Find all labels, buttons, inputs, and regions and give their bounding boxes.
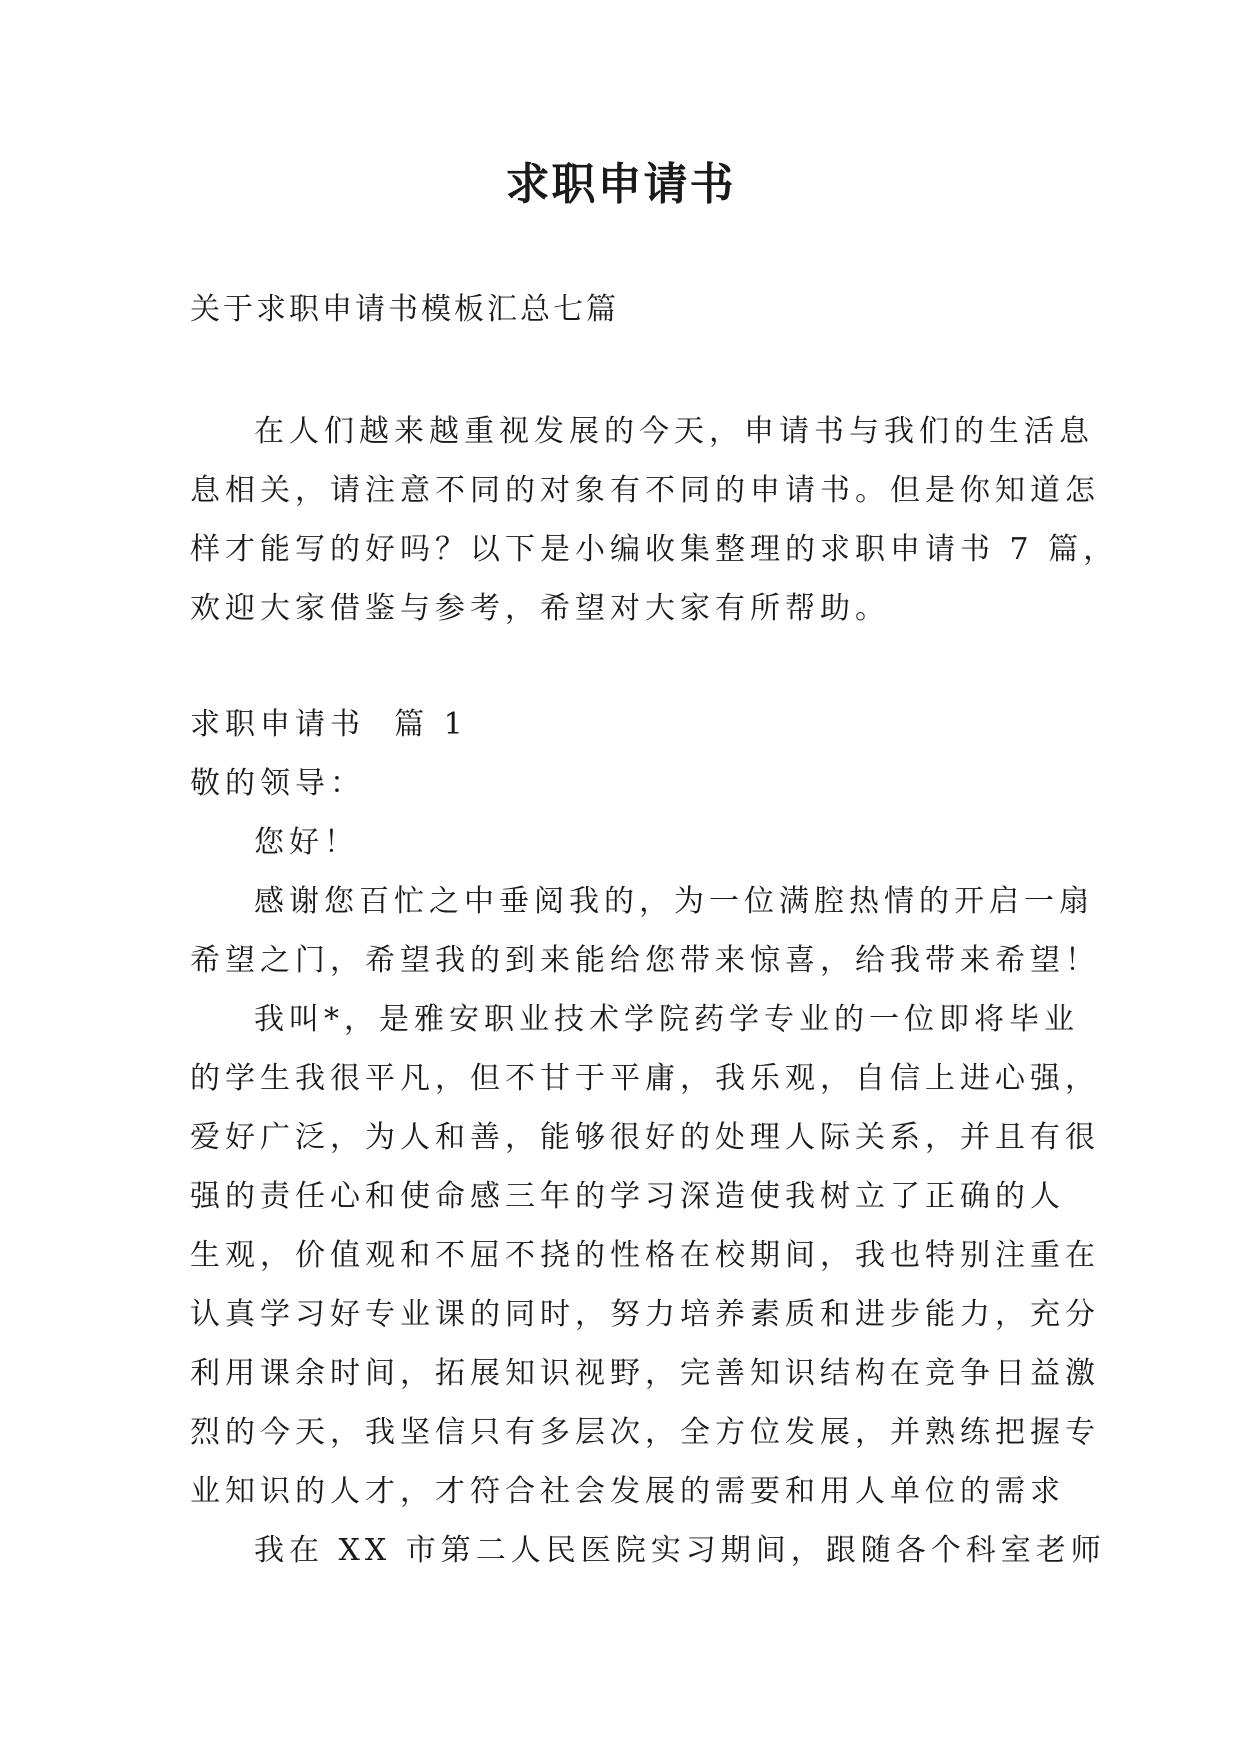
- paragraph-line: 业知识的人才，才符合社会发展的需要和用人单位的需求: [190, 1474, 1065, 1509]
- paragraph-line: 的学生我很平凡，但不甘于平庸，我乐观，自信上进心强，: [190, 1061, 1100, 1096]
- intro-line: 欢迎大家借鉴与参考，希望对大家有所帮助。: [190, 591, 890, 626]
- document-subtitle: 关于求职申请书模板汇总七篇: [190, 292, 619, 327]
- paragraph-line: 我叫*，是雅安职业技术学院药学专业的一位即将毕业: [254, 1002, 1079, 1037]
- paragraph-introduction: [190, 990, 1100, 1521]
- intro-paragraph: [190, 402, 1119, 638]
- paragraph-line: 我在 XX 市第二人民医院实习期间，跟随各个科室老师: [254, 1533, 1106, 1568]
- intro-line: 在人们越来越重视发展的今天，申请书与我们的生活息: [254, 414, 1094, 449]
- salutation: 敬的领导：: [190, 766, 365, 801]
- letter-section: [190, 695, 1106, 1580]
- section-heading: 求职申请书 篇 1: [190, 707, 468, 742]
- intro-line: 息相关，请注意不同的对象有不同的申请书。但是你知道怎: [190, 473, 1100, 508]
- document-title: 求职申请书: [505, 159, 736, 210]
- paragraph-line: 希望之门，希望我的到来能给您带来惊喜，给我带来希望！: [190, 943, 1100, 978]
- paragraph-line: 认真学习好专业课的同时，努力培养素质和进步能力，充分: [190, 1297, 1100, 1332]
- intro-line: 样才能写的好吗？以下是小编收集整理的求职申请书 7 篇，: [190, 532, 1119, 567]
- paragraph-thanks: [190, 872, 1100, 990]
- paragraph-line: 感谢您百忙之中垂阅我的，为一位满腔热情的开启一扇: [254, 884, 1094, 919]
- paragraph-internship: [190, 1521, 1106, 1580]
- paragraph-line: 利用课余时间，拓展知识视野，完善知识结构在竞争日益激: [190, 1356, 1100, 1391]
- paragraph-line: 烈的今天，我坚信只有多层次，全方位发展，并熟练把握专: [190, 1415, 1100, 1450]
- paragraph-line: 生观，价值观和不屈不挠的性格在校期间，我也特别注重在: [190, 1238, 1100, 1273]
- paragraph-line: 强的责任心和使命感三年的学习深造使我树立了正确的人: [190, 1179, 1065, 1214]
- greeting: 您好！: [254, 825, 359, 860]
- paragraph-line: 爱好广泛，为人和善，能够很好的处理人际关系，并且有很: [190, 1120, 1100, 1155]
